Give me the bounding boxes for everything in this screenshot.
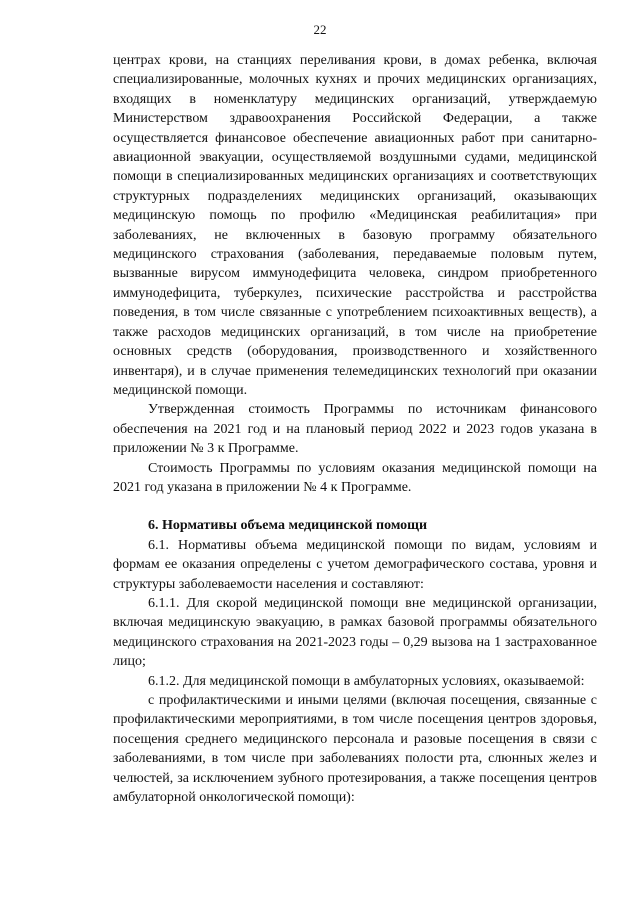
paragraph-6-1-1: 6.1.1. Для скорой медицинской помощи вне медицинской организации, включая медицинскую эвакуацию, в рамках базовой программы обязательного медицинского страхования на 2021-2023 годы – 0,29 вызова на 1 застрахованное лицо; — [113, 595, 597, 670]
document-body — [113, 51, 597, 807]
section-heading: 6. Нормативы объема медицинской помощи — [148, 518, 428, 534]
paragraph-approved-cost: Утвержденная стоимость Программы по источникам финансового обеспечения на 2021 год и на плановый период 2022 и 2023 годов указана в приложении № 3 к Программе. — [113, 402, 597, 457]
paragraph-funding-scope: центрах крови, на станциях переливания крови, в домах ребенка, включая специализированные, молочных кухнях и прочих медицинских организациях, входящих в номенклатуру медицинских организаций, утверждаемую Министерством здравоохранения Российской Федерации, а также осуществляется финансовое обеспечение авиационных работ при санитарно-авиационной эвакуации, осуществляемой воздушными судами, медицинской помощи в специализированных медицинских организациях и соответствующих структурных подразделениях медицинских организаций, оказывающих медицинскую помощь по профилю «Медицинская реабилитация» при заболеваниях, не включенных в базовую программу обязательного медицинского страхования (заболевания, передаваемые половым путем, вызванные вирусом иммунодефицита человека, синдром приобретенного иммунодефицита, туберкулез, психические расстройства и расстройства поведения, в том числе связанные с употреблением психоактивных веществ), а также расходов медицинских организаций, в том числе на приобретение основных средств (оборудования, производственного и хозяйственного инвентаря), и в случае применения телемедицинских технологий при оказании медицинской помощи. — [113, 53, 597, 398]
page-number: 22 — [313, 22, 327, 37]
paragraph-cost-by-conditions: Стоимость Программы по условиям оказания медицинской помощи на 2021 год указана в приложении № 4 к Программе. — [113, 460, 597, 495]
section-spacer — [113, 497, 597, 516]
paragraph-preventive-visits: с профилактическими и иными целями (включая посещения, связанные с профилактическими мероприятиями, в том числе посещения центров здоровья, посещения среднего медицинского персонала и разовые посещения в связи с заболеваниями, в том числе при заболеваниях полости рта, слюнных желез и челюстей, за исключением зубного протезирования, а также посещения центров амбулаторной онкологической помощи): — [113, 693, 597, 806]
paragraph-6-1-2: 6.1.2. Для медицинской помощи в амбулаторных условиях, оказываемой: — [148, 673, 585, 689]
paragraph-6-1: 6.1. Нормативы объема медицинской помощи по видам, условиям и формам ее оказания определены с учетом демографического состава, уровня и структуры заболеваемости населения и составляют: — [113, 537, 597, 592]
